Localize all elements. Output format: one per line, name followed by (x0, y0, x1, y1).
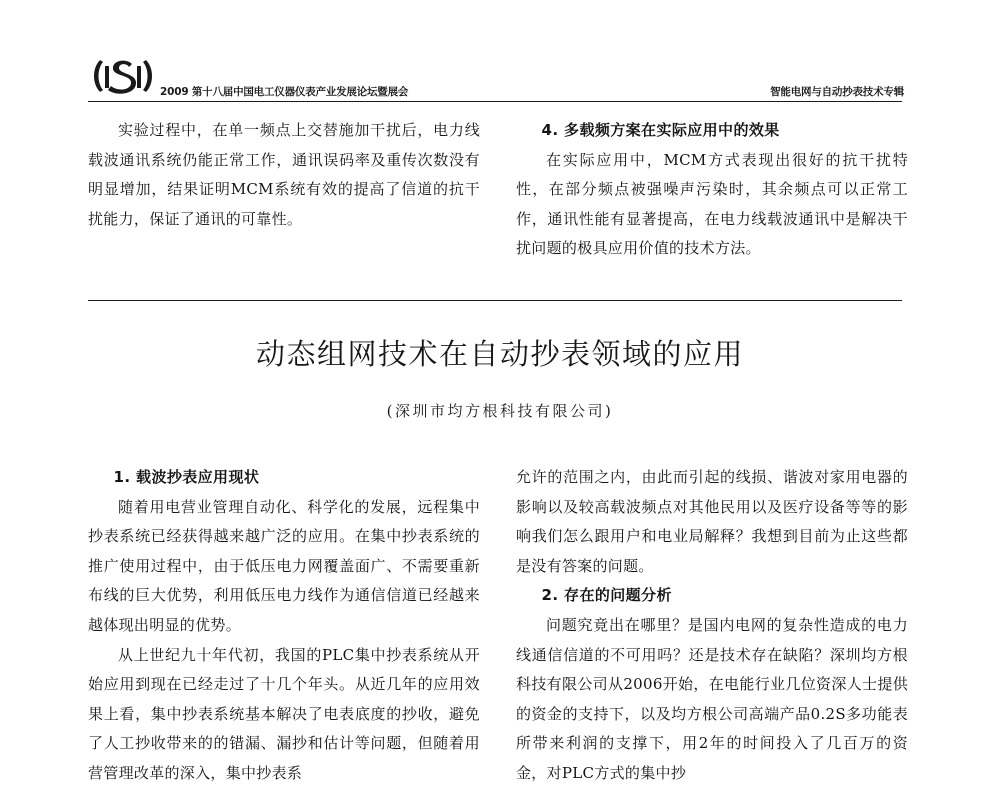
prev-article-paragraph: 实验过程中，在单一频点上交替施加干扰后，电力线载波通讯系统仍能正常工作，通讯误码率及重传次数没有明显增加，结果证明MCM系统有效的提高了信道的抗干扰能力，保证了通讯的可靠性。 (88, 121, 480, 228)
prev-article-right-column (516, 116, 908, 264)
section-1-paragraph-1: 随着用电营业管理自动化、科学化的发展，远程集中抄表系统已经获得越来越广泛的应用。在集中抄表系统的推广使用过程中，由于低压电力网覆盖面广、不需要重新布线的巨大优势，利用低压电力线作为通信信道已经越来越体现出明显的优势。 (88, 497, 480, 634)
column-continuation: 允许的范围之内，由此而引起的线损、谐波对家用电器的影响以及较高载波频点对其他民用以及医疗设备等等的影响我们怎么跟用户和电业局解释？我想到目前为止这些都是没有答案的问题。 (516, 468, 908, 575)
article-divider (88, 300, 902, 301)
chis-logo-icon (92, 54, 154, 98)
prev-article-left-column (88, 116, 480, 234)
article-affiliation: (深圳市均方根科技有限公司) (386, 402, 614, 420)
section-2-heading: 2. 存在的问题分析 (541, 586, 672, 605)
section-1-paragraph-2: 从上世纪九十年代初，我国的PLC集中抄表系统从开始应用到现在已经走过了十几个年头。从近几年的应用效果上看，集中抄表系统基本解决了电表底度的抄收，避免了人工抄收带来的的错漏、漏抄和估计等问题，但随着用营管理改革的深入，集中抄表系 (88, 645, 480, 782)
header-divider (88, 101, 902, 102)
article-right-column (516, 463, 908, 789)
header-journal-section: 智能电网与自动抄表技术专辑 (770, 86, 904, 98)
section-2-paragraph-1: 问题究竟出在哪里？是国内电网的复杂性造成的电力线通信信道的不可用吗？还是技术存在缺陷？深圳均方根科技有限公司从2006开始，在电能行业几位资深人士提供的资金的支持下，以及均方根公司高端产品0.2S多功能表所带来利润的支撑下，用2年的时间投入了几百万的资金，对PLC方式的集中抄 (516, 615, 908, 782)
article-title: 动态组网技术在自动抄表领域的应用 (255, 337, 744, 371)
header-conference: 2009 第十八届中国电工仪器仪表产业发展论坛暨展会 (160, 86, 409, 98)
section-1-heading: 1. 载波抄表应用现状 (113, 468, 260, 486)
prev-article-section-heading: 4. 多载频方案在实际应用中的效果 (541, 121, 780, 139)
prev-article-section-paragraph: 在实际应用中，MCM方式表现出很好的抗干扰特性，在部分频点被强噪声污染时，其余频点可以正常工作，通讯性能有显著提高，在电力线载波通讯中是解决干扰问题的极具应用价值的技术方法。 (516, 150, 908, 258)
article-left-column (88, 463, 480, 789)
